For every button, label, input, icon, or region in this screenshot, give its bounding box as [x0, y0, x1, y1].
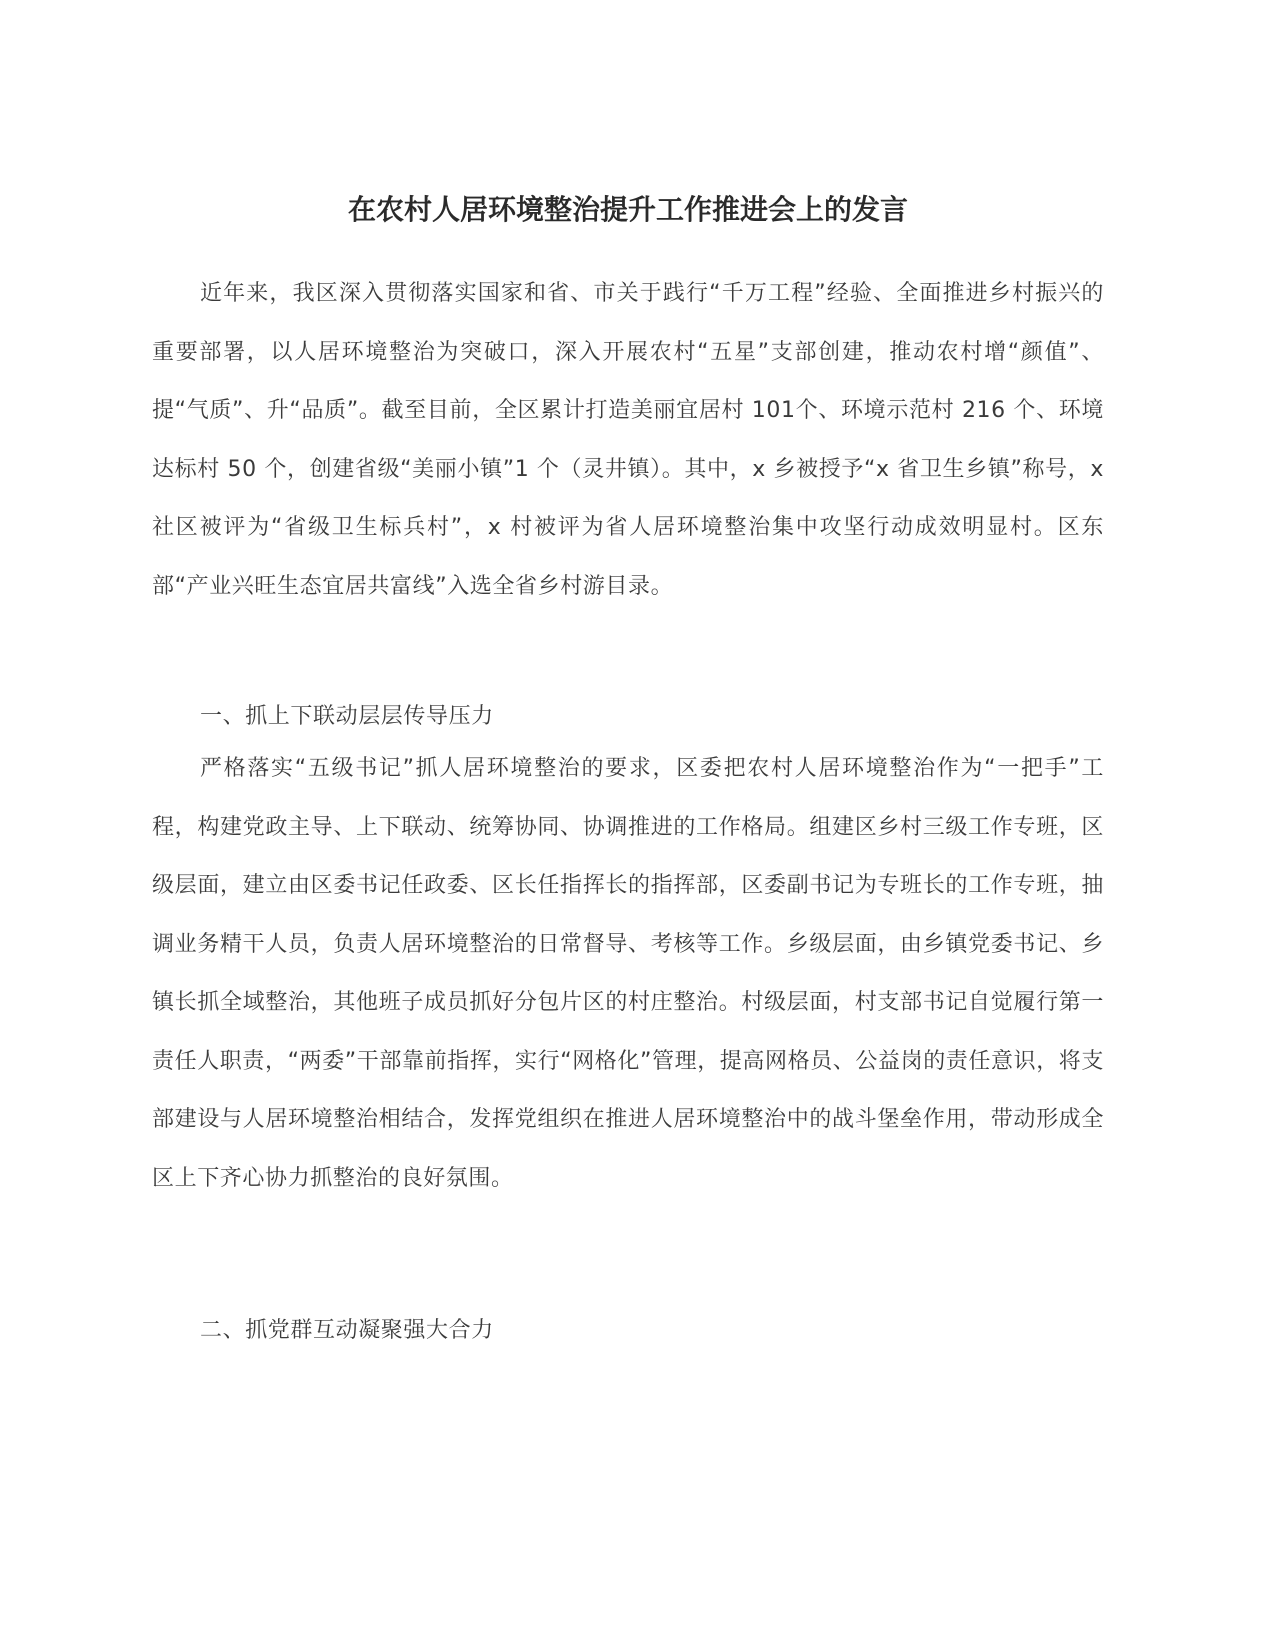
- section-heading-1: 一、抓上下联动层层传导压力: [200, 704, 494, 729]
- intro-paragraph: 近年来，我区深入贯彻落实国家和省、市关于践行“千万工程”经验、全面推进乡村振兴的重要部署，以人居环境整治为突破口，深入开展农村“五星”支部创建，推动农村增“颜值”、提“气质”、升“品质”。截至目前，全区累计打造美丽宜居村 101个、环境示范村 216 个、环境达标村 50 个，创建省级“美丽小镇”1 个（灵井镇）。其中，x 乡被授予“x 省卫生乡镇”称号，x 社区被评为“省级卫生标兵村”，x 村被评为省人居环境整治集中攻坚行动成效明显村。区东部“产业兴旺生态宜居共富线”入选全省乡村游目录。: [152, 281, 1104, 599]
- section-1-paragraph: 严格落实“五级书记”抓人居环境整治的要求，区委把农村人居环境整治作为“一把手”工程，构建党政主导、上下联动、统筹协同、协调推进的工作格局。组建区乡村三级工作专班，区级层面，建立由区委书记任政委、区长任指挥长的指挥部，区委副书记为专班长的工作专班，抽调业务精干人员，负责人居环境整治的日常督导、考核等工作。乡级层面，由乡镇党委书记、乡镇长抓全域整治，其他班子成员抓好分包片区的村庄整治。村级层面，村支部书记自觉履行第一责任人职责，“两委”干部靠前指挥，实行“网格化”管理，提高网格员、公益岗的责任意识，将支部建设与人居环境整治相结合，发挥党组织在推进人居环境整治中的战斗堡垒作用，带动形成全区上下齐心协力抓整治的良好氛围。: [152, 756, 1104, 1191]
- document-title: 在农村人居环境整治提升工作推进会上的发言: [347, 193, 908, 226]
- section-heading-2: 二、抓党群互动凝聚强大合力: [200, 1318, 494, 1343]
